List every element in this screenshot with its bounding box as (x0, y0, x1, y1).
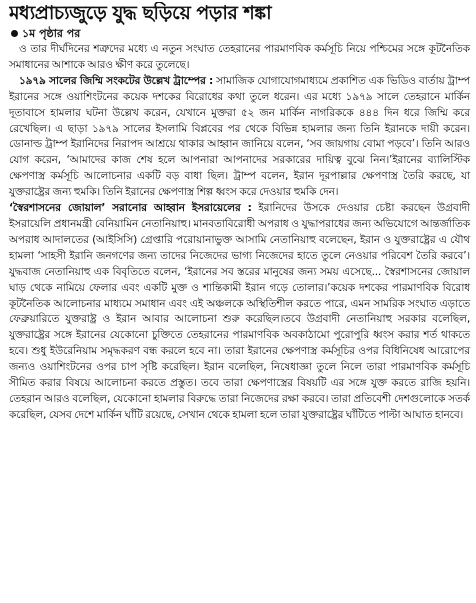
section2-heading: ‘স্বৈরশাসনের জোয়াল’ সরানোর আহ্বান ইসরায়েলের : (9, 202, 252, 215)
continuation-marker (11, 25, 470, 42)
section2-paragraph (9, 201, 470, 424)
section1-heading: ১৯৭৯ সালের জিম্মি সংকটের উল্লেখ ট্রাম্পের : (19, 74, 214, 87)
intro-paragraph: ও তার দীর্ঘদিনের শত্রুদের মধ্যে এ নতুন সংঘাত তেহরানের পারমাণবিক কর্মসূচি নিয়ে পশ্চিমের সঙ্গে কূটনৈতিক সমাধানের আশাকে আরও ক্ষীণ করে তুলেছে। (9, 43, 470, 71)
section1-body: সামাজিক যোগাযোগমাধ্যমে প্রকাশিত এক ভিডিও বার্তায় ট্রাম্প ইরানের সঙ্গে ওয়াশিংটনের কয়েক দশকের বিরোধের কথা তুলে ধরেন। এর মধ্যে ১৯৭৯ সালে তেহরানে মার্কিন দূতাবাসে হামলার ঘটনা উল্লেখ করেন, যেখানে মুক্তরা ৫২ জন মার্কিন নাগরিককে ৪৪৪ দিন ধরে জিম্মি করে রেখেছিল। এ ছাড়া ১৯৭৯ সালের ইসলামি বিপ্লবের পর থেকে বিভিন্ন হামলার জন্য তিনি ইরানকে দায়ী করেন। ডোনাল্ড ট্রাম্প ইরানিদের নিরাপদ আশ্রয়ে থাকার আহ্বান জানিয়ে বলেন, ‘সব জায়গায় বোমা পড়বে’। তিনি আরও যোগ করেন, ‘আমাদের কাজ শেষ হলে আপনারা আপনাদের সরকারের দায়িত্ব বুঝে নিন।’ইরানের ব্যালিস্টিক ক্ষেপণাস্ত্র কর্মসূচি আলোচনার একটি বড় বাধা ছিল। ট্রাম্প বলেন, ইরান দূরপাল্লার ক্ষেপণাস্ত্র তৈরি করছে, যা যুক্তরাষ্ট্রের জন্য হুমকি। তিনি ইরানের ক্ষেপণাস্ত্র শিল্প ধ্বংস করে দেওয়ার হুমকি দেন। (9, 74, 470, 199)
section2-body: ইরানিদের উসকে দেওয়ার চেষ্টা করছেন উগ্রবাদী ইসরায়েলি প্রধানমন্ত্রী বেনিয়ামিন নেতানিয়াহু। মানবতাবিরোধী অপরাধ ও যুদ্ধাপরাধের জন্য অভিযোগে আন্তর্জাতিক অপরাধ আদালতের (আইসিসি) গ্রেপ্তারি পরোয়ানাভুক্ত আসামি নেতানিয়াহু বলেছেন, ইরান ও যুক্তরাষ্ট্রের এ যৌথ হামলা ‘সাহসী ইরানি জনগণের জন্য তাদের নিজেদের ভাগ্য নিজেদের হাতে তুলে নেওয়ার পরিবেশ তৈরি করবে’। যুদ্ধবাজ নেতানিয়াহু এক বিবৃতিতে বলেন, ‘ইরানের সব স্তরের মানুষের জন্য সময় এসেছে... স্বৈরশাসনের জোয়াল ঘাড় থেকে নামিয়ে ফেলার এবং একটি মুক্ত ও শান্তিকামী ইরান গড়ে তোলার।’কয়েক দশকের পারমাণবিক বিরোধ কূটনৈতিক আলোচনার মাধ্যমে সমাধান এবং এই অঞ্চলকে অস্থিতিশীল করতে পারে, এমন সামরিক সংঘাত এড়াতে ফেব্রুয়ারিতে যুক্তরাষ্ট্র ও ইরান আবার আলোচনা শুরু করেছিল।তবে উগ্রবাদী নেতানিয়াহু সরকার বলেছিল, যুক্তরাষ্ট্রের সঙ্গে ইরানের যেকোনো চুক্তিতে তেহরানের পারমাণবিক অবকাঠামো পুরোপুরি ধ্বংস করার শর্ত থাকতে হবে। শুধু ইউরেনিয়াম সমৃদ্ধকরণ বন্ধ করলে হবে না। তারা ইরানের ক্ষেপণাস্ত্র কর্মসূচির ওপর বিধিনিষেধ আরোপের জন্যও ওয়াশিংটনের ওপর চাপ সৃষ্টি করেছিল। ইরান বলেছিল, নিষেধাজ্ঞা তুলে নিলে তারা পারমাণবিক কর্মসূচি সীমিত করার বিষয়ে আলোচনা করতে প্রস্তুত। তবে তারা ক্ষেপণাস্ত্রের বিষয়টি এর সঙ্গে যুক্ত করতে রাজি হয়নি। তেহরান আরও বলেছিল, যেকোনো হামলার বিরুদ্ধে তারা নিজেদের রক্ষা করবে। তারা প্রতিবেশী দেশগুলোকে সতর্ক করেছিল, যেসব দেশে মার্কিন ঘাঁটি রয়েছে, সেখান থেকে হামলা হলে তারা যুক্তরাষ্ট্রের ঘাঁটিতে পাল্টা আঘাত হানবে। (9, 202, 470, 421)
headline: মধ্যপ্রাচ্যজুড়ে যুদ্ধ ছড়িয়ে পড়ার শঙ্কা (9, 2, 272, 24)
bullet-icon (11, 30, 18, 37)
continuation-label: ১ম পৃষ্ঠার পর (22, 27, 81, 40)
section1-paragraph (9, 74, 470, 201)
